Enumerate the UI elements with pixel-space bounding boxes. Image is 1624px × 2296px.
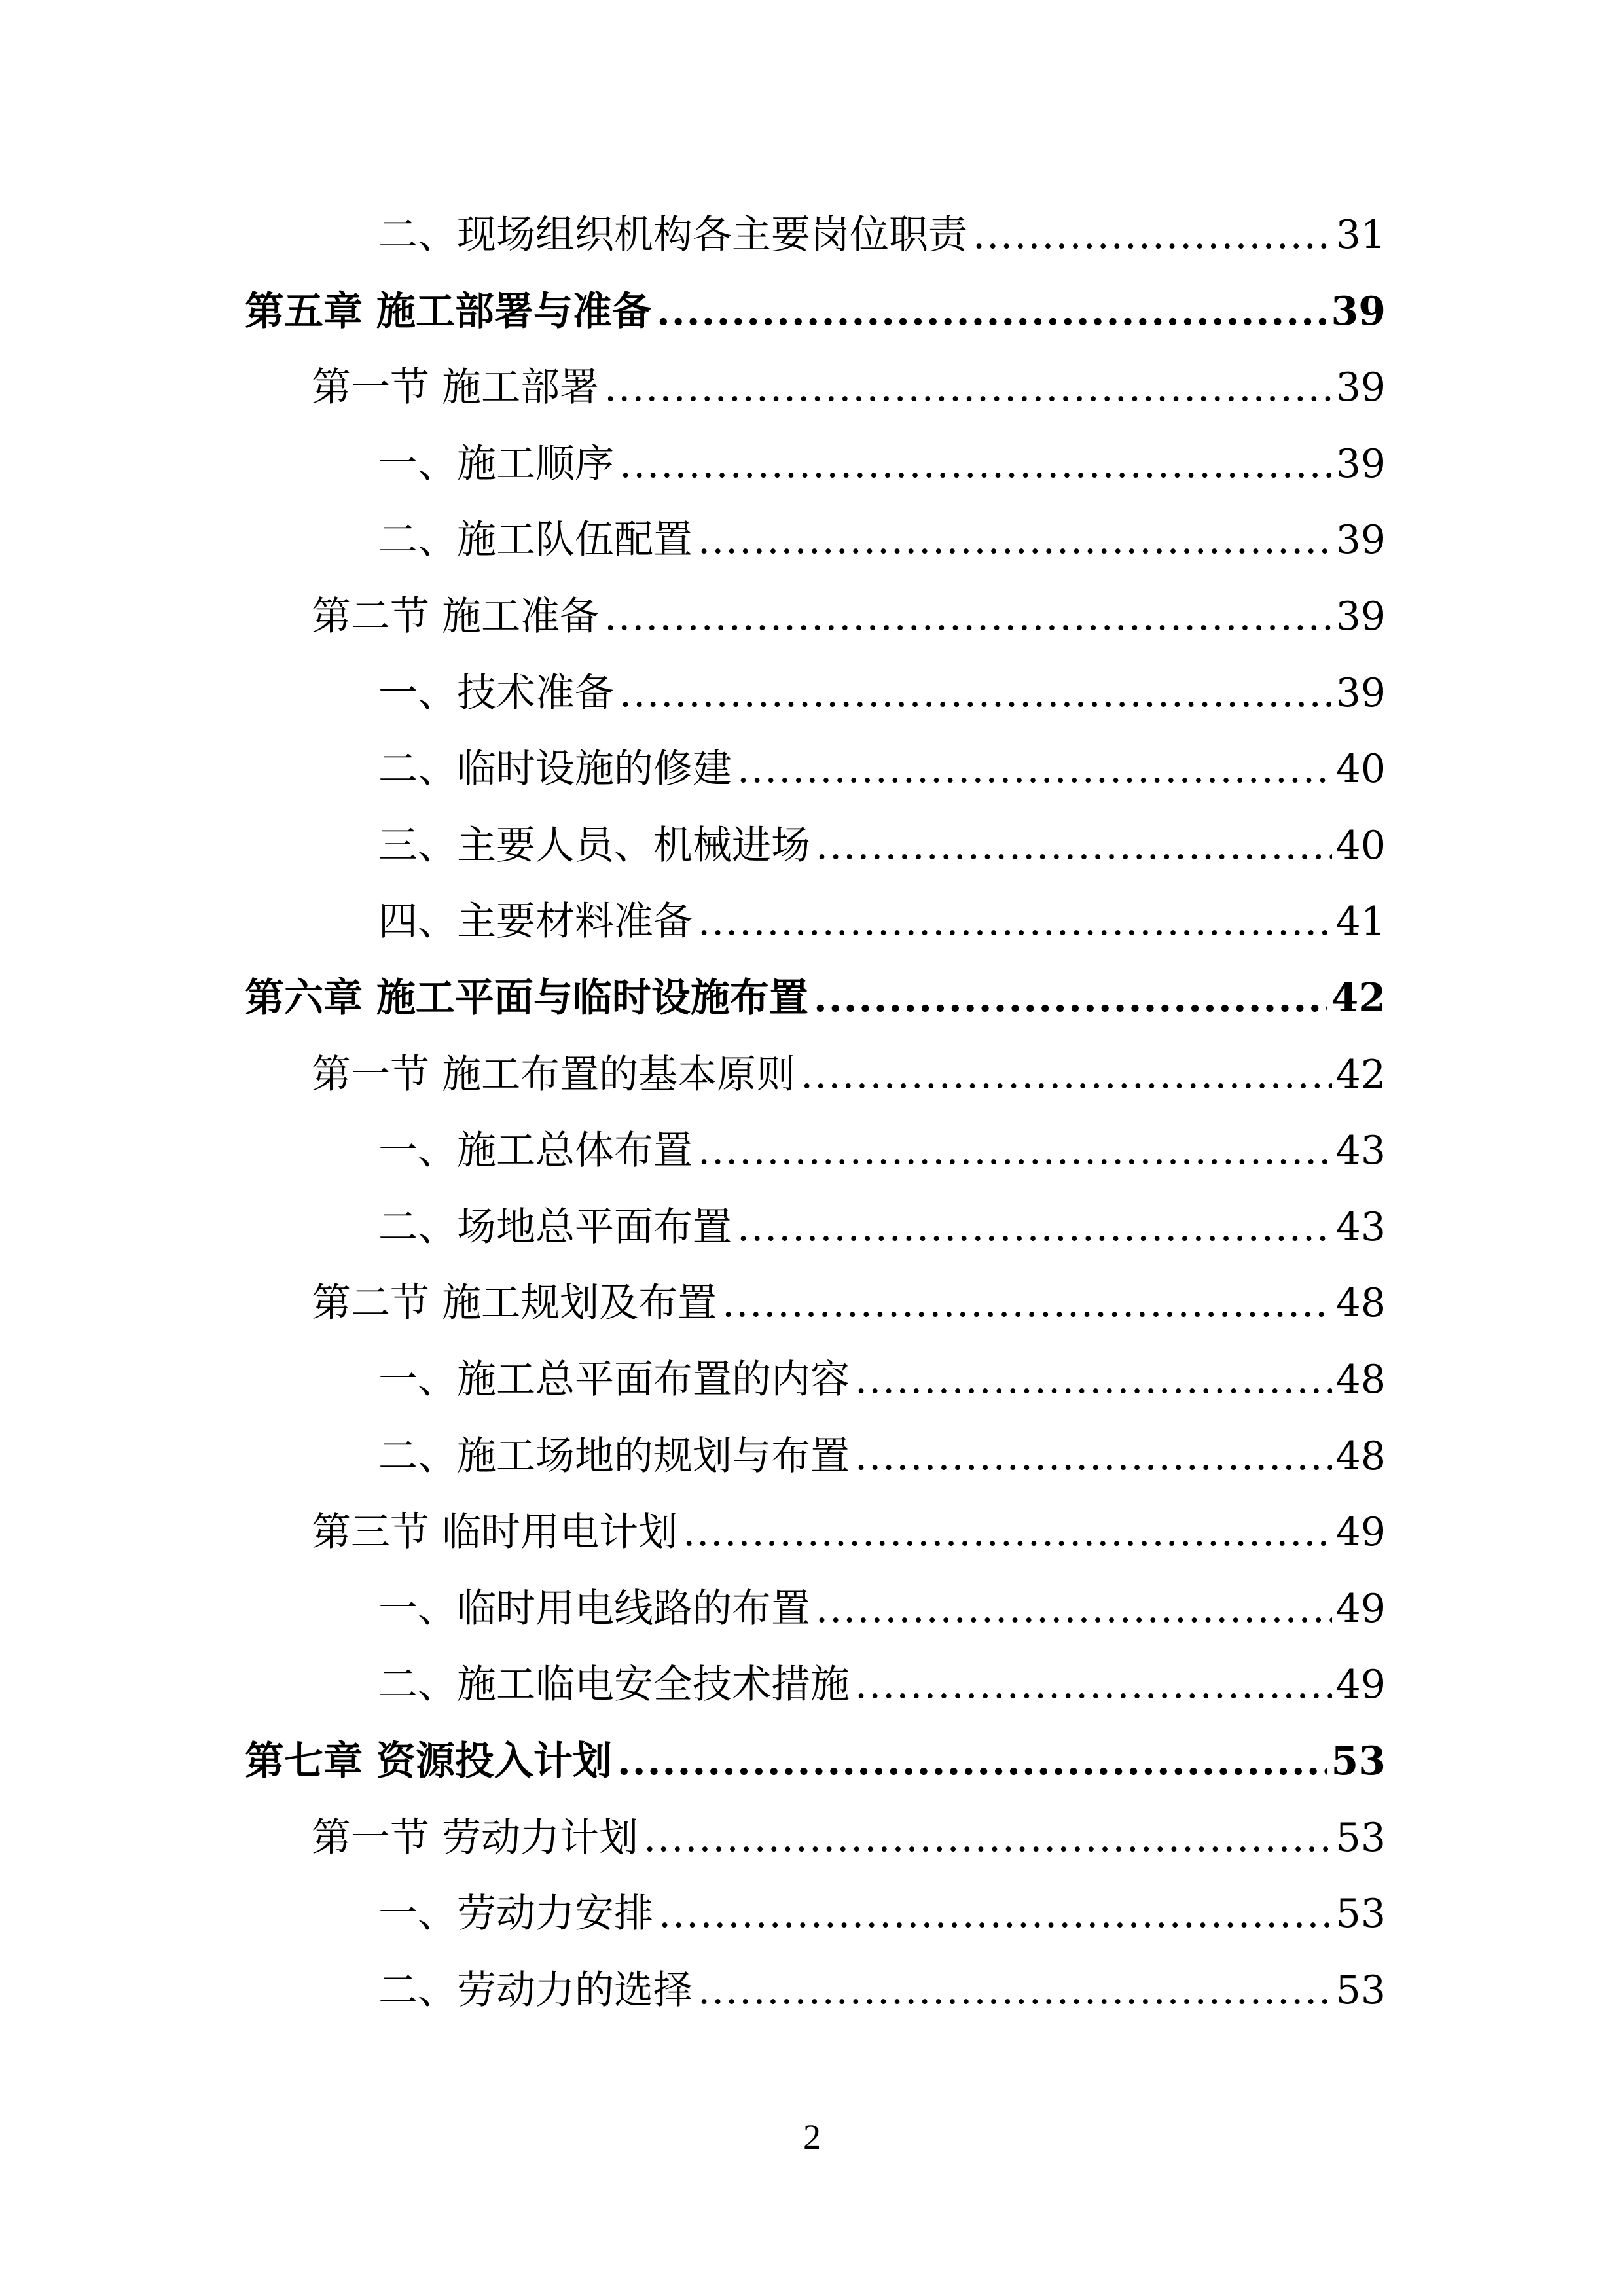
toc-entry[interactable] (378, 1121, 1386, 1180)
toc-entry-title: 第五章 施工部署与准备 (245, 289, 651, 334)
toc-entry-page-number: 39 (1335, 517, 1386, 563)
toc-entry[interactable] (312, 1274, 1386, 1333)
toc-dot-leader (659, 1884, 1332, 1943)
toc-entry-title: 一、施工总平面布置的内容 (378, 1357, 850, 1403)
toc-dot-leader (643, 1808, 1332, 1867)
toc-entry-title: 第六章 施工平面与临时设施布置 (245, 975, 808, 1021)
toc-entry[interactable] (245, 969, 1386, 1028)
toc-entry-title: 一、施工顺序 (378, 441, 614, 487)
toc-entry-title: 一、技术准备 (378, 670, 614, 716)
toc-dot-leader (604, 358, 1332, 417)
toc-dot-leader (816, 816, 1332, 875)
toc-dot-leader (801, 1045, 1332, 1104)
toc-dot-leader (698, 511, 1332, 569)
toc-dot-leader (657, 282, 1327, 341)
toc-dot-leader (737, 1198, 1332, 1257)
toc-dot-leader (737, 740, 1332, 798)
toc-entry[interactable] (378, 1655, 1386, 1714)
toc-entry[interactable] (312, 587, 1386, 646)
toc-entry-title: 二、施工队伍配置 (378, 517, 693, 563)
toc-entry-page-number: 48 (1335, 1433, 1386, 1479)
toc-entry-title: 第一节 劳动力计划 (312, 1815, 639, 1861)
toc-entry-title: 第二节 施工准备 (312, 594, 600, 639)
toc-entry-title: 第一节 施工布置的基本原则 (312, 1052, 796, 1098)
toc-entry-title: 第二节 施工规划及布置 (312, 1280, 717, 1326)
toc-dot-leader (722, 1274, 1332, 1333)
toc-entry-title: 一、施工总体布置 (378, 1128, 693, 1174)
toc-entry-page-number: 40 (1335, 746, 1386, 792)
toc-entry-title: 二、临时设施的修建 (378, 746, 732, 792)
toc-entry[interactable] (378, 664, 1386, 723)
toc-entry[interactable] (378, 1884, 1386, 1943)
toc-entry-page-number: 53 (1331, 1738, 1386, 1784)
toc-entry-title: 第三节 临时用电计划 (312, 1509, 678, 1555)
toc-entry[interactable] (378, 206, 1386, 264)
toc-entry-page-number: 39 (1335, 594, 1386, 639)
toc-entry[interactable] (378, 511, 1386, 569)
toc-dot-leader (855, 1655, 1332, 1714)
toc-entry[interactable] (378, 892, 1386, 951)
toc-dot-leader (816, 1579, 1332, 1638)
toc-dot-leader (619, 664, 1332, 723)
toc-entry-title: 第一节 施工部署 (312, 365, 600, 410)
toc-entry[interactable] (378, 740, 1386, 798)
toc-entry[interactable] (378, 1579, 1386, 1638)
toc-entry-page-number: 43 (1335, 1204, 1386, 1250)
toc-entry-page-number: 40 (1335, 823, 1386, 869)
toc-entry-page-number: 42 (1335, 1052, 1386, 1098)
toc-entry[interactable] (245, 282, 1386, 341)
toc-dot-leader (814, 969, 1327, 1028)
toc-entry-page-number: 31 (1335, 212, 1386, 258)
toc-entry-page-number: 39 (1331, 289, 1386, 334)
toc-entry-page-number: 49 (1335, 1509, 1386, 1555)
toc-dot-leader (683, 1503, 1332, 1562)
toc-entry[interactable] (378, 1198, 1386, 1257)
toc-entry[interactable] (378, 1961, 1386, 2020)
toc-entry-title: 四、主要材料准备 (378, 899, 693, 944)
toc-dot-leader (604, 587, 1332, 646)
toc-dot-leader (698, 1961, 1332, 2020)
toc-entry-page-number: 48 (1335, 1357, 1386, 1403)
toc-entry[interactable] (378, 435, 1386, 493)
toc-entry[interactable] (378, 1427, 1386, 1486)
toc-entry-title: 二、劳动力的选择 (378, 1967, 693, 2013)
toc-entry[interactable] (312, 358, 1386, 417)
toc-entry[interactable] (245, 1732, 1386, 1791)
toc-dot-leader (617, 1732, 1327, 1791)
toc-entry-page-number: 42 (1331, 975, 1386, 1021)
toc-dot-leader (619, 435, 1332, 493)
toc-entry[interactable] (378, 816, 1386, 875)
toc-entry-page-number: 53 (1335, 1891, 1386, 1937)
toc-entry-title: 一、劳动力安排 (378, 1891, 653, 1937)
toc-entry[interactable] (378, 1350, 1386, 1409)
toc-entry-page-number: 39 (1335, 670, 1386, 716)
toc-entry-title: 二、场地总平面布置 (378, 1204, 732, 1250)
toc-dot-leader (973, 206, 1332, 264)
toc-entry[interactable] (312, 1045, 1386, 1104)
toc-entry-title: 第七章 资源投入计划 (245, 1738, 612, 1784)
toc-entry-page-number: 53 (1335, 1815, 1386, 1861)
toc-entry-page-number: 49 (1335, 1586, 1386, 1632)
toc-dot-leader (698, 1121, 1332, 1180)
toc-entry-title: 三、主要人员、机械进场 (378, 823, 810, 869)
toc-entry-page-number: 53 (1335, 1967, 1386, 2013)
toc-entry-title: 二、施工场地的规划与布置 (378, 1433, 850, 1479)
page-number: 2 (803, 2117, 821, 2157)
toc-entry-title: 二、施工临电安全技术措施 (378, 1662, 850, 1708)
toc-dot-leader (698, 892, 1332, 951)
toc-dot-leader (855, 1350, 1332, 1409)
toc-entry-page-number: 43 (1335, 1128, 1386, 1174)
toc-entry-page-number: 39 (1335, 441, 1386, 487)
toc-entry-page-number: 49 (1335, 1662, 1386, 1708)
toc-dot-leader (855, 1427, 1332, 1486)
toc-entry[interactable] (312, 1808, 1386, 1867)
toc-entry-page-number: 39 (1335, 365, 1386, 410)
toc-entry-title: 一、临时用电线路的布置 (378, 1586, 810, 1632)
toc-entry-page-number: 48 (1335, 1280, 1386, 1326)
toc-entry-page-number: 41 (1335, 899, 1386, 944)
toc-entry[interactable] (312, 1503, 1386, 1562)
toc-entry-title: 二、现场组织机构各主要岗位职责 (378, 212, 967, 258)
